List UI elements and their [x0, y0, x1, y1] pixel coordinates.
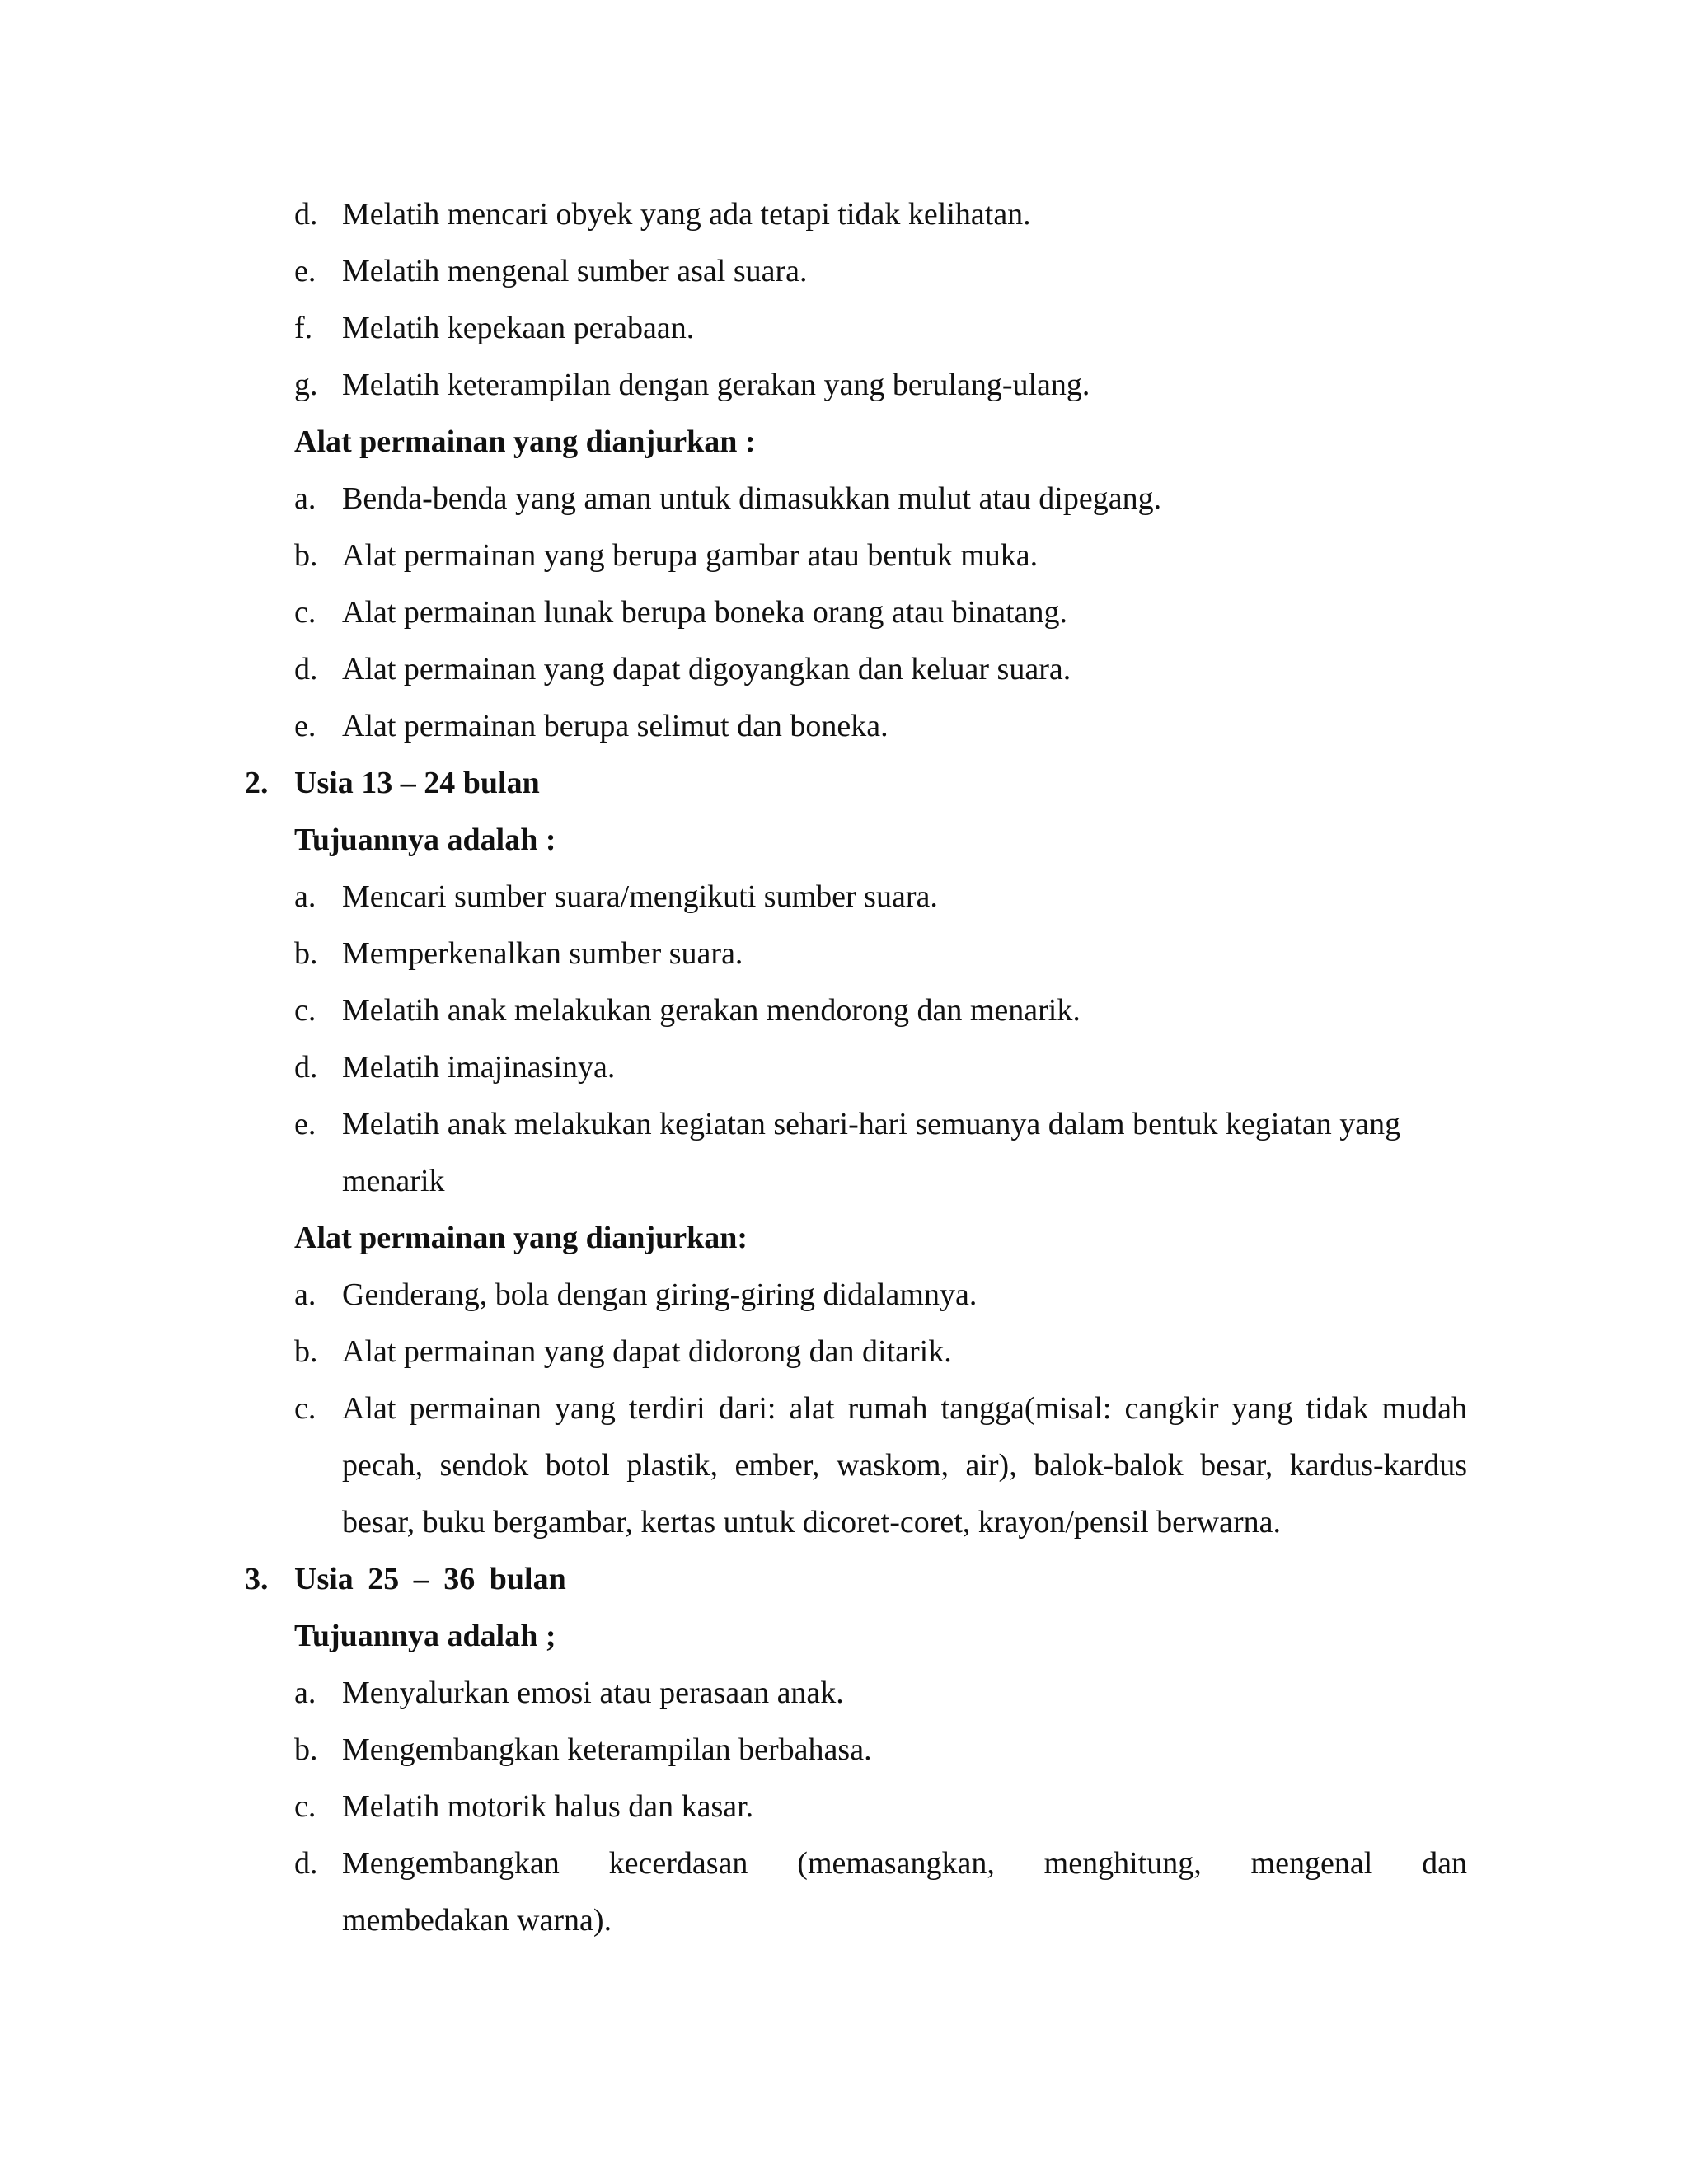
list-marker: b.	[294, 1732, 318, 1767]
list-marker: c.	[294, 993, 316, 1028]
list-item-text: Alat permainan lunak berupa boneka orang atau binatang.	[342, 595, 1067, 630]
list-item-text: Melatih anak melakukan kegiatan sehari-hari semuanya dalam bentuk kegiatan yang	[342, 1107, 1401, 1141]
list-marker: c.	[294, 1391, 316, 1426]
list-marker: g.	[294, 368, 318, 402]
tools-heading: Alat permainan yang dianjurkan :	[294, 424, 756, 459]
list-item-text: Benda-benda yang aman untuk dimasukkan mulut atau dipegang.	[342, 481, 1162, 516]
list-marker: e.	[294, 1107, 316, 1141]
list-marker: f.	[294, 311, 313, 345]
section-title: Usia 25 – 36 bulan	[294, 1562, 566, 1596]
list-item-text: Mengembangkan kecerdasan (memasangkan, menghitung, mengenal dan	[342, 1846, 1467, 1881]
list-item-text: Melatih mengenal sumber asal suara.	[342, 254, 808, 288]
list-item-text: Alat permainan yang dapat digoyangkan dan keluar suara.	[342, 652, 1071, 687]
list-item-text: Mengembangkan keterampilan berbahasa.	[342, 1732, 872, 1767]
list-marker: d.	[294, 1050, 318, 1085]
list-marker: b.	[294, 936, 318, 971]
list-item-text: Menyalurkan emosi atau perasaan anak.	[342, 1675, 844, 1710]
list-marker: e.	[294, 709, 316, 743]
list-item-text: Memperkenalkan sumber suara.	[342, 936, 743, 971]
list-item-text: besar, buku bergambar, kertas untuk dicoret-coret, krayon/pensil berwarna.	[342, 1505, 1281, 1540]
list-item-text: menarik	[342, 1164, 445, 1198]
list-item-text: Melatih anak melakukan gerakan mendorong dan menarik.	[342, 993, 1081, 1028]
list-marker: d.	[294, 1846, 318, 1881]
list-item-text: Melatih keterampilan dengan gerakan yang berulang-ulang.	[342, 368, 1090, 402]
list-marker: b.	[294, 538, 318, 573]
goals-heading: Tujuannya adalah ;	[294, 1619, 556, 1653]
list-marker: a.	[294, 1675, 316, 1710]
list-item-text: Melatih imajinasinya.	[342, 1050, 616, 1085]
list-marker: a.	[294, 1277, 316, 1312]
list-marker: e.	[294, 254, 316, 288]
list-marker: b.	[294, 1334, 318, 1369]
list-marker: d.	[294, 652, 318, 687]
list-marker: c.	[294, 1789, 316, 1824]
list-item-text: Alat permainan yang dapat didorong dan ditarik.	[342, 1334, 952, 1369]
list-item-text: Mencari sumber suara/mengikuti sumber suara.	[342, 879, 938, 914]
list-item-text: Alat permainan yang berupa gambar atau bentuk muka.	[342, 538, 1039, 573]
list-marker: a.	[294, 481, 316, 516]
list-item-text: Melatih mencari obyek yang ada tetapi tidak kelihatan.	[342, 197, 1031, 232]
list-item-text: Melatih kepekaan perabaan.	[342, 311, 695, 345]
section-number: 2.	[245, 766, 269, 800]
list-item-text: Alat permainan berupa selimut dan boneka.	[342, 709, 889, 743]
list-item-text: Genderang, bola dengan giring-giring didalamnya.	[342, 1277, 978, 1312]
list-item-text: Melatih motorik halus dan kasar.	[342, 1789, 754, 1824]
list-marker: a.	[294, 879, 316, 914]
list-marker: d.	[294, 197, 318, 232]
list-item-text: membedakan warna).	[342, 1903, 612, 1938]
section-number: 3.	[245, 1562, 269, 1596]
goals-heading: Tujuannya adalah :	[294, 823, 556, 857]
list-item-text: pecah, sendok botol plastik, ember, waskom, air), balok-balok besar, kardus-kardus	[342, 1448, 1467, 1483]
tools-heading: Alat permainan yang dianjurkan:	[294, 1221, 748, 1255]
list-marker: c.	[294, 595, 316, 630]
list-item-text: Alat permainan yang terdiri dari: alat rumah tangga(misal: cangkir yang tidak mudah	[342, 1391, 1467, 1426]
section-title: Usia 13 – 24 bulan	[294, 766, 540, 800]
